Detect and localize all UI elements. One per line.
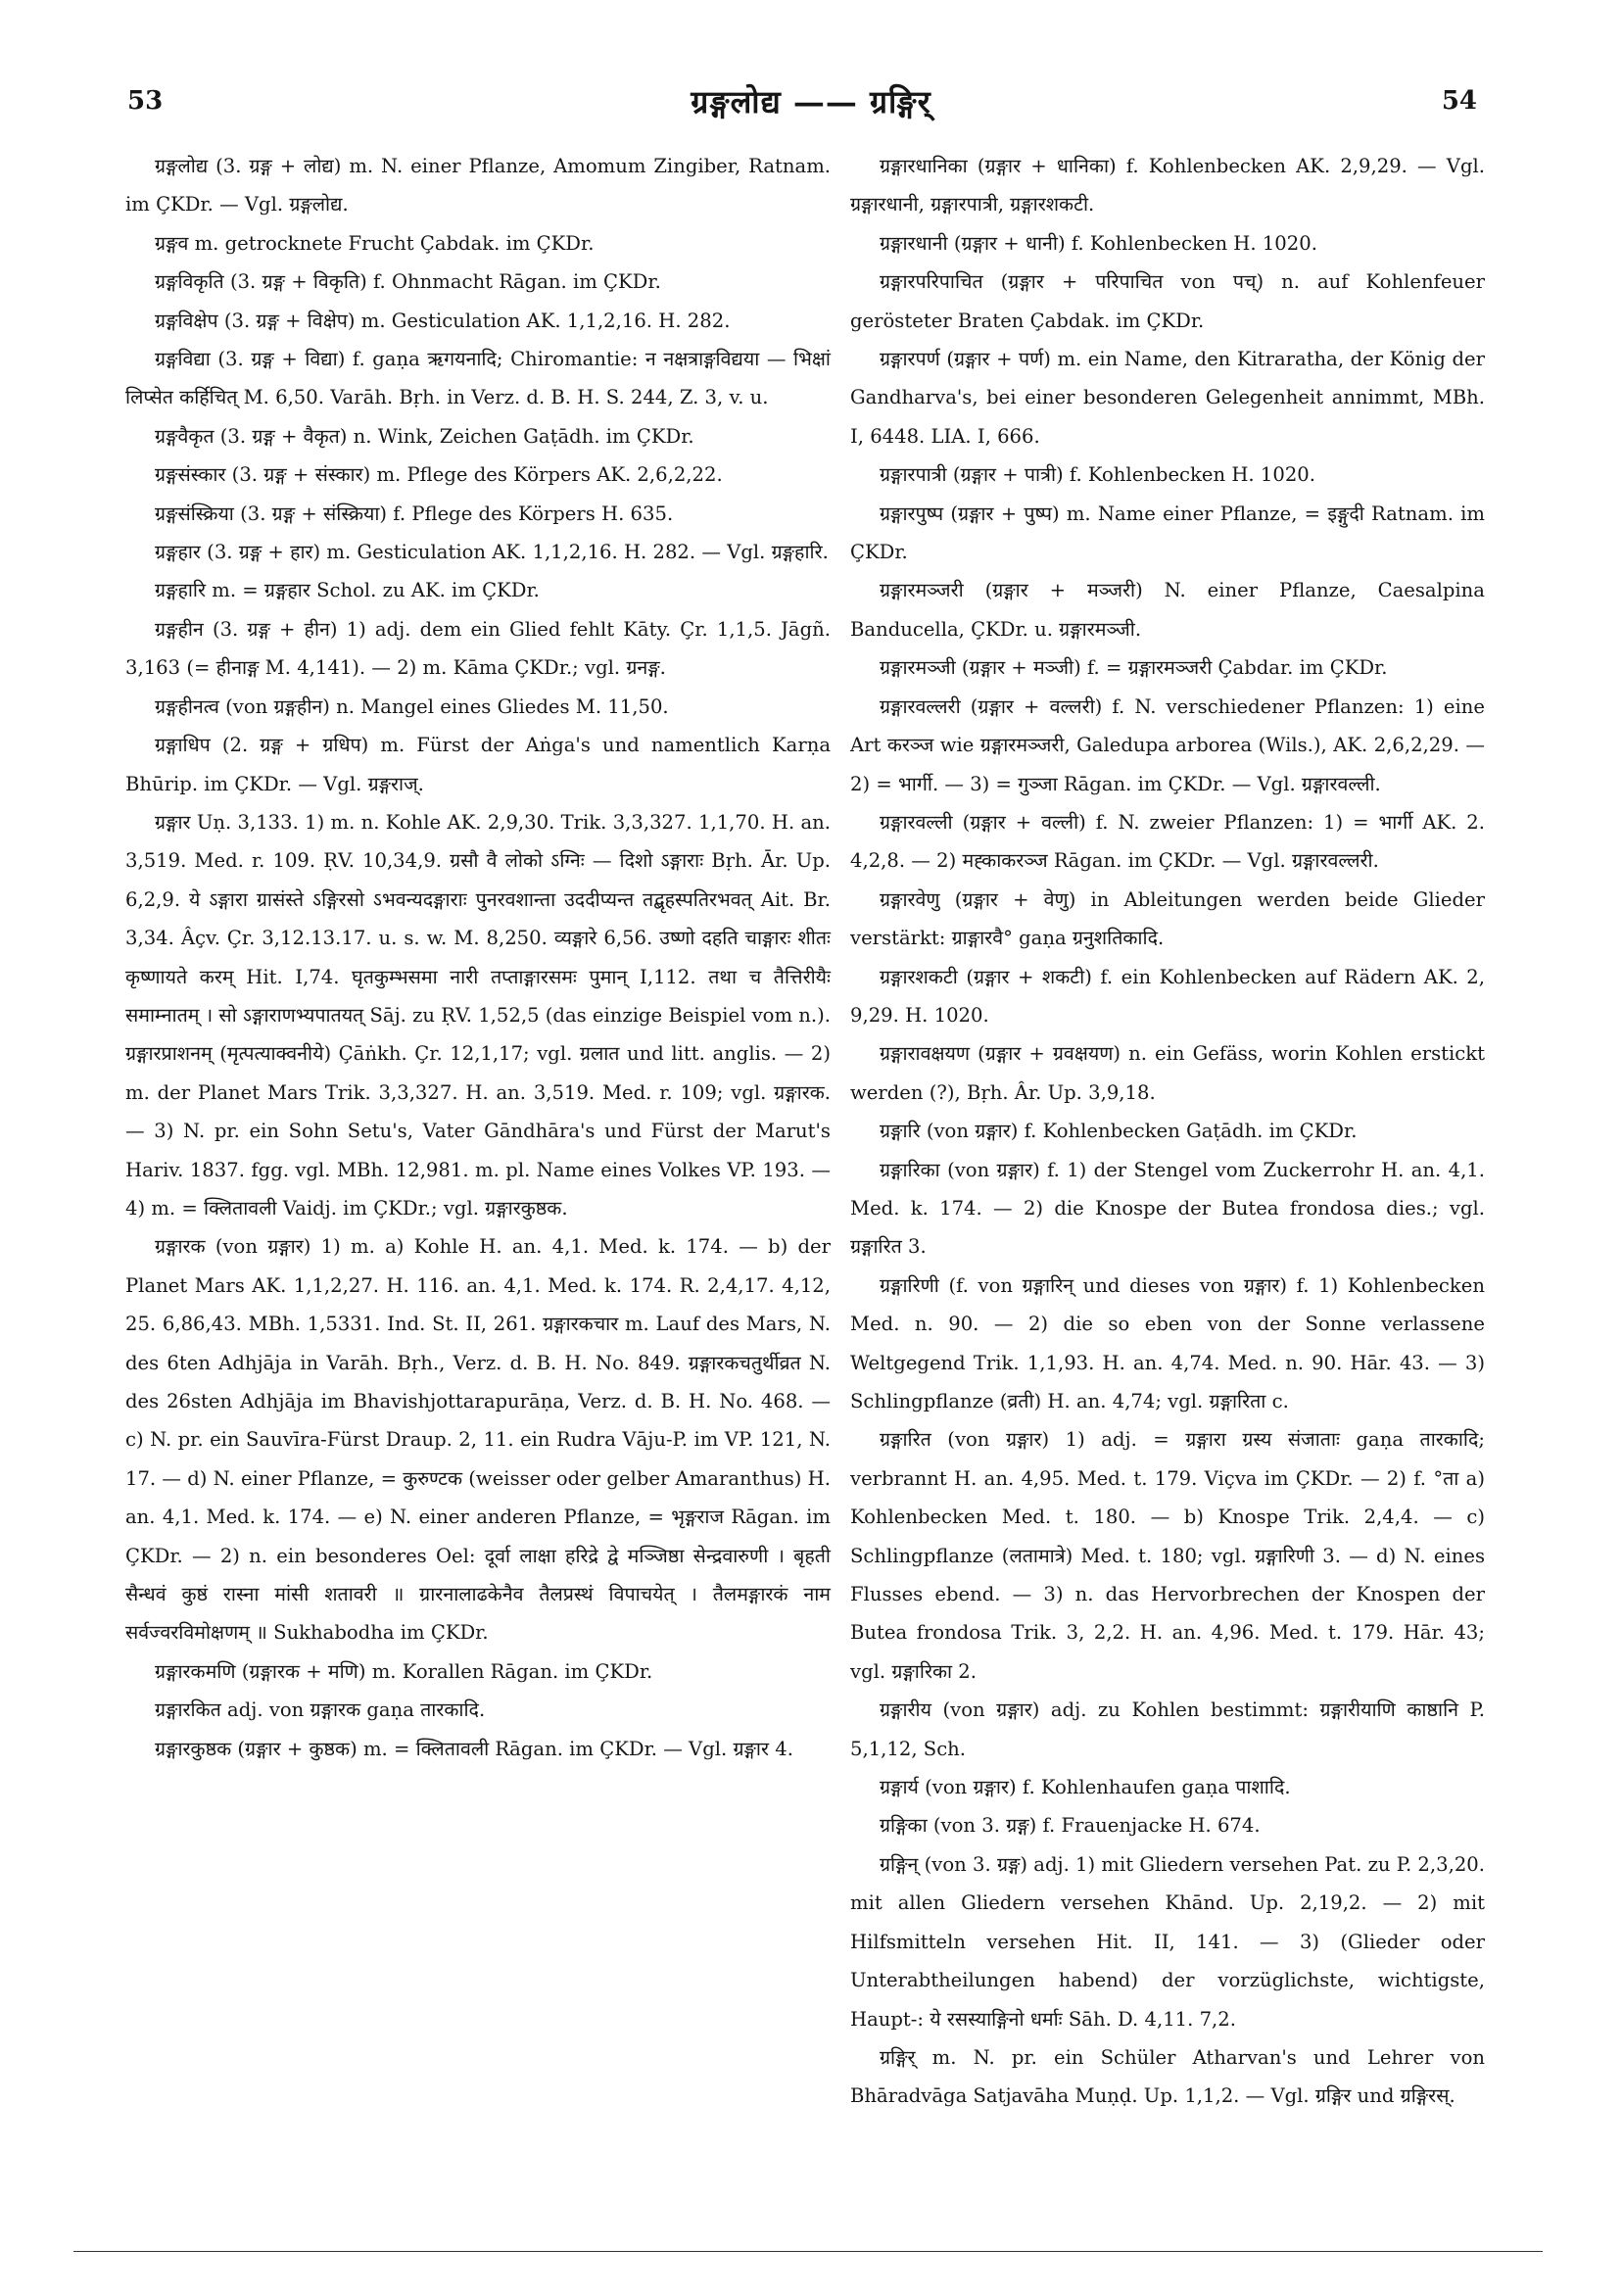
right-column: [850, 147, 1485, 2116]
entry: ग्रङ्गारवल्लरी (ग्रङ्गार + वल्लरी) f. N. verschiedener Pflanzen: 1) eine Art करञ्ज wie ग्रङ्गारमञ्जरी, Galedupa arborea (Wils.), AK. 2,6,2,29. — 2) = भार्गी. — 3) = गुञ्जा Rāgan. im ÇKDr. — Vgl. ग्रङ्गारवल्ली.: [850, 694, 1485, 795]
entry: ग्रङ्गारक (von ग्रङ्गार) 1) m. a) Kohle H. an. 4,1. Med. k. 174. — b) der Planet Mars AK. 1,1,2,27. H. 116. an. 4,1. Med. k. 174. R. 2,4,17. 4,12, 25. 6,86,43. MBh. 1,5331. Ind. St. II, 261. ग्रङ्गारकचार m. Lauf des Mars, N. des 6ten Adhjāja in Varāh. Bṛh., Verz. d. B. H. No. 849. ग्रङ्गारकचतुर्थीव्रत N. des 26sten Adhjāja im Bhavishjottarapurāṇa, Verz. d. B. H. No. 468. — c) N. pr. ein Sauvīra-Fürst Draup. 2, 11. ein Rudra Vāju-P. im VP. 121, N. 17. — d) N. einer Pflanze, = कुरुण्टक (weisser oder gelber Amaranthus) H. an. 4,1. Med. k. 174. — e) N. einer anderen Pflanze, = भृङ्गराज Rāgan. im ÇKDr. — 2) n. ein besonderes Oel: दूर्वा लाक्षा हरिद्रे द्वे मञ्जिष्ठा सेन्द्रवारुणी । बृहती सैन्धवं कुष्ठं रास्ना मांसी शतावरी ॥ ग्रारनालाढकेनैव तैलप्रस्थं विपाचयेत् । तैलमङ्गारकं नाम सर्वज्वरविमोक्षणम् ॥ Sukhabodha im ÇKDr.: [125, 1235, 831, 1645]
entry: ग्रङ्गवैकृत (3. ग्रङ्ग + वैकृत) n. Wink, Zeichen Gaṭādh. im ÇKDr.: [155, 424, 694, 448]
entry: ग्रङ्गारधानी (ग्रङ्गार + धानी) f. Kohlenbecken H. 1020.: [880, 231, 1317, 255]
entry: ग्रङ्गारिणी (f. von ग्रङ्गारिन् und dieses von ग्रङ्गार) f. 1) Kohlenbecken Med. n. 90. — 2) die so eben von der Sonne verlassene Weltgegend Trik. 1,1,93. H. an. 4,74. Med. n. 90. Hār. 43. — 3) Schlingpflanze (व्रती) H. an. 4,74; vgl. ग्रङ्गारिता c.: [850, 1273, 1485, 1412]
page-number-right: 54: [1441, 86, 1477, 116]
entry: ग्रङ्गारपात्री (ग्रङ्गार + पात्री) f. Kohlenbecken H. 1020.: [880, 463, 1315, 487]
entry: ग्रङ्गारवल्ली (ग्रङ्गार + वल्ली) f. N. zweier Pflanzen: 1) = भार्गी AK. 2. 4,2,8. — 2) मह्काकरञ्ज Rāgan. im ÇKDr. — Vgl. ग्रङ्गारवल्लरी.: [850, 810, 1485, 873]
entry: ग्रङ्गव m. getrocknete Frucht Çabdak. im ÇKDr.: [155, 231, 595, 255]
entry: ग्रङ्गलोद्य (3. ग्रङ्ग + लोद्य) m. N. einer Pflanze, Amomum Zingiber, Ratnam. im ÇKDr. — Vgl. ग्रङ्गलोद्य.: [125, 155, 831, 216]
entry: ग्रङ्गार Uṇ. 3,133. 1) m. n. Kohle AK. 2,9,30. Trik. 3,3,327. 1,1,70. H. an. 3,519. Med. r. 109. ṚV. 10,34,9. ग्रसौ वै लोको ऽग्निः — दिशो ऽङ्गाराः Bṛh. Ār. Up. 6,2,9. ये ऽङ्गारा ग्रासंस्ते ऽङ्गिरसो ऽभवन्यदङ्गाराः पुनरवशान्ता उददीप्यन्त तद्बृहस्पतिरभवत् Ait. Br. 3,34. Âçv. Çr. 3,12.13.17. u. s. w. M. 8,250. व्यङ्गारे 6,56. उष्णो दहति चाङ्गारः शीतः कृष्णायते करम् Hit. I,74. घृतकुम्भसमा नारी तप्ताङ्गारसमः पुमान् I,112. तथा च तैत्तिरीयैः समाम्नातम् । सो ऽङ्गाराणभ्यपातयत् Sāj. zu ṚV. 1,52,5 (das einzige Beispiel vom n.). ग्रङ्गारप्राशनम् (मृत्पत्याक्वनीये) Çāṅkh. Çr. 12,1,17; vgl. ग्रलात und litt. anglis. — 2) m. der Planet Mars Trik. 3,3,327. H. an. 3,519. Med. r. 109; vgl. ग्रङ्गारक. — 3) N. pr. ein Sohn Setu's, Vater Gāndhāra's und Fürst der Marut's Hariv. 1837. fgg. vgl. MBh. 12,981. m. pl. Name eines Volkes VP. 193. — 4) m. = क्लितावली Vaidj. im ÇKDr.; vgl. ग्रङ्गारकुष्ठक.: [125, 810, 831, 1220]
running-title: ग्रङ्गलोद्य —— ग्रङ्गिर्: [691, 83, 931, 120]
entry: ग्रङ्गारधानिका (ग्रङ्गार + धानिका) f. Kohlenbecken AK. 2,9,29. — Vgl. ग्रङ्गारधानी, ग्रङ्गारपात्री, ग्रङ्गारशकटी.: [850, 155, 1485, 216]
entry: ग्रङ्गिन् (von 3. ग्रङ्ग) adj. 1) mit Gliedern versehen Pat. zu P. 2,3,20. mit allen Gliedern versehen Khānd. Up. 2,19,2. — 2) mit Hilfsmitteln versehen Hit. II, 141. — 3) (Glieder oder Unterabtheilungen habend) der vorzüglichste, wichtigste, Haupt-: ये रसस्याङ्गिनो धर्माः Sāh. D. 4,11. 7,2.: [850, 1852, 1485, 2031]
entry: ग्रङ्गारावक्षयण (ग्रङ्गार + ग्रवक्षयण) n. ein Gefäss, worin Kohlen erstickt werden (?), Bṛh. Âr. Up. 3,9,18.: [850, 1042, 1485, 1104]
entry: ग्रङ्गारिका (von ग्रङ्गार) f. 1) der Stengel vom Zuckerrohr H. an. 4,1. Med. k. 174. — 2) die Knospe der Butea frondosa dies.; vgl. ग्रङ्गारित 3.: [850, 1158, 1485, 1259]
entry: ग्रङ्गारपर्ण (ग्रङ्गार + पर्ण) m. ein Name, den Kitraratha, der König der Gandharva's, bei einer besonderen Gelegenheit annimmt, MBh. I, 6448. LIA. I, 666.: [850, 348, 1485, 448]
entry: ग्रङ्गारकित adj. von ग्रङ्गारक gaṇa तारकादि.: [155, 1698, 486, 1722]
left-column: [125, 147, 831, 1768]
entry: ग्रङ्गारमञ्जरी (ग्रङ्गार + मञ्जरी) N. einer Pflanze, Caesalpina Banducella, ÇKDr. u. ग्रङ्गारमञ्जी.: [850, 579, 1485, 641]
entry: ग्रङ्गारवेणु (ग्रङ्गार + वेणु) in Ableitungen werden beide Glieder verstärkt: ग्राङ्गारवै° gaṇa ग्रनुशतिकादि.: [850, 887, 1485, 950]
entry: ग्रङ्गविक्षेप (3. ग्रङ्ग + विक्षेप) m. Gesticulation AK. 1,1,2,16. H. 282.: [155, 309, 731, 332]
entry: ग्रङ्गहीन (3. ग्रङ्ग + हीन) 1) adj. dem ein Glied fehlt Kāty. Çr. 1,1,5. Jāgñ. 3,163 (= हीनाङ्ग M. 4,141). — 2) m. Kāma ÇKDr.; vgl. ग्रनङ्ग.: [125, 617, 831, 680]
entry: ग्रङ्गार्य (von ग्रङ्गार) f. Kohlenhaufen gaṇa पाशादि.: [880, 1776, 1291, 1799]
page-header: [0, 0, 1622, 137]
entry: ग्रङ्गारमञ्जी (ग्रङ्गार + मञ्जी) f. = ग्रङ्गारमञ्जरी Çabdar. im ÇKDr.: [880, 656, 1388, 680]
entry: ग्रङ्गारशकटी (ग्रङ्गार + शकटी) f. ein Kohlenbecken auf Rädern AK. 2, 9,29. H. 1020.: [850, 965, 1485, 1027]
entry: ग्रङ्गारपुष्प (ग्रङ्गार + पुष्प) m. Name einer Pflanze, = इङ्गुदी Ratnam. im ÇKDr.: [850, 502, 1485, 564]
entry: ग्रङ्गिर् m. N. pr. ein Schüler Atharvan's und Lehrer von Bhāradvāga Satjavāha Muṇḍ. Up. 1,1,2. — Vgl. ग्रङ्गिर und ग्रङ्गिरस्.: [850, 2045, 1485, 2108]
entry: ग्रङ्गविद्या (3. ग्रङ्ग + विद्या) f. gaṇa ऋगयनादि; Chiromantie: न नक्षत्राङ्गविद्यया — भिक्षां लिप्सेत कर्हिचित् M. 6,50. Varāh. Bṛh. in Verz. d. B. H. S. 244, Z. 3, v. u.: [125, 348, 831, 409]
entry: ग्रङ्गारीय (von ग्रङ्गार) adj. zu Kohlen bestimmt: ग्रङ्गारीयाणि काष्ठानि P. 5,1,12, Sch.: [850, 1698, 1485, 1760]
entry: ग्रङ्गिका (von 3. ग्रङ्ग) f. Frauenjacke H. 674.: [880, 1814, 1261, 1838]
entry: ग्रङ्गसंस्कार (3. ग्रङ्ग + संस्कार) m. Pflege des Körpers AK. 2,6,2,22.: [155, 463, 723, 487]
entry: ग्रङ्गारकुष्ठक (ग्रङ्गार + कुष्ठक) m. = क्लितावली Rāgan. im ÇKDr. — Vgl. ग्रङ्गार 4.: [155, 1737, 793, 1760]
entry: ग्रङ्गसंस्क्रिया (3. ग्रङ्ग + संस्क्रिया) f. Pflege des Körpers H. 635.: [155, 502, 674, 525]
entry: ग्रङ्गारपरिपाचित (ग्रङ्गार + परिपाचित von पच्) n. auf Kohlenfeuer gerösteter Braten Çabdak. im ÇKDr.: [850, 270, 1485, 332]
entry: ग्रङ्गहारि m. = ग्रङ्गहार Schol. zu AK. im ÇKDr.: [155, 579, 540, 602]
entry: ग्रङ्गारकमणि (ग्रङ्गारक + मणि) m. Korallen Rāgan. im ÇKDr.: [155, 1659, 653, 1683]
entry: ग्रङ्गविकृति (3. ग्रङ्ग + विकृति) f. Ohnmacht Rāgan. im ÇKDr.: [155, 270, 661, 294]
entry: ग्रङ्गाधिप (2. ग्रङ्ग + ग्रधिप) m. Fürst der Aṅga's und namentlich Karṇa Bhūrip. im ÇKDr. — Vgl. ग्रङ्गराज्.: [125, 734, 831, 795]
entry: ग्रङ्गहीनत्व (von ग्रङ्गहीन) n. Mangel eines Gliedes M. 11,50.: [155, 694, 669, 718]
entry: ग्रङ्गारि (von ग्रङ्गार) f. Kohlenbecken Gaṭādh. im ÇKDr.: [880, 1120, 1358, 1143]
entry: ग्रङ्गारित (von ग्रङ्गार) 1) adj. = ग्रङ्गारा ग्रस्य संजाताः gaṇa तारकादि; verbrannt H. an. 4,95. Med. t. 179. Viçva im ÇKDr. — 2) f. °ता a) Kohlenbecken Med. t. 180. — b) Knospe Trik. 2,4,4. — c) Schlingpflanze (लतामात्रे) Med. t. 180; vgl. ग्रङ्गारिणी 3. — d) N. eines Flusses ebend. — 3) n. das Hervorbrechen der Knospen der Butea frondosa Trik. 3, 2,2. H. an. 4,96. Med. t. 179. Hār. 43; vgl. ग्रङ्गारिका 2.: [850, 1428, 1485, 1683]
entry: ग्रङ्गहार (3. ग्रङ्ग + हार) m. Gesticulation AK. 1,1,2,16. H. 282. — Vgl. ग्रङ्गहारि.: [155, 541, 829, 564]
page-number-left: 53: [127, 86, 164, 116]
footer-rule: [73, 2251, 1543, 2252]
